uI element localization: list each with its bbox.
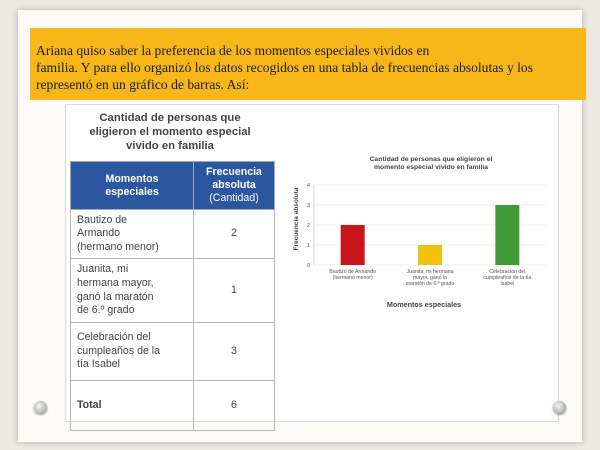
table-row: [71, 259, 275, 323]
row-value: 1: [194, 259, 275, 323]
chart-x-axis-label: Momentos especiales: [386, 300, 462, 309]
slide: [18, 10, 582, 442]
chart-x-tick-label: maratón de 6.º grado: [405, 281, 455, 287]
row-value: 2: [194, 210, 275, 259]
row-label: [71, 210, 194, 259]
row-label-line: hermana mayor,: [77, 276, 154, 289]
row-label: [71, 323, 194, 381]
chart-bar: [341, 225, 365, 265]
row-label-line: Celebración del: [77, 331, 151, 344]
table-title-line-3: vivido en familia: [126, 140, 214, 152]
chart-x-tick-label: Juanita, mi hermana: [406, 269, 454, 275]
chart-x-tick-label: Celebración del: [489, 269, 526, 275]
row-label: [71, 259, 194, 323]
header-momentos-line-1: Momentos: [105, 172, 159, 185]
chart-x-tick-label: mayor, ganó la: [412, 275, 448, 281]
table-total-row: [71, 381, 275, 431]
header-momentos: [71, 162, 194, 210]
row-label-line: Armando: [77, 227, 120, 240]
row-label-line: de 6.º grado: [77, 304, 135, 317]
chart-x-tick-label: cumpleaños de la tía: [483, 275, 532, 281]
table-title: [66, 111, 274, 153]
chart-y-tick-label: 0: [306, 263, 310, 269]
pin-icon-left: [34, 401, 47, 414]
chart-title-line-2: momento especial vivido en familia: [373, 164, 489, 171]
row-label-line: ganó la maratón: [77, 290, 154, 303]
chart-y-axis-label: Frecuencia absoluta: [293, 187, 300, 251]
pin-icon-right: [553, 401, 566, 414]
total-label: Total: [71, 381, 194, 431]
row-label-line: tía Isabel: [77, 358, 120, 371]
intro-banner: [30, 28, 586, 100]
table-row: [71, 323, 275, 381]
row-label-line: Juanita, mi: [77, 263, 129, 276]
table-title-line-1: Cantidad de personas que: [99, 112, 241, 124]
header-frecuencia-line-2: absoluta: [212, 179, 256, 191]
chart-x-tick-label: (hermano menor): [332, 275, 373, 281]
chart-x-tick-label: Bautizo de Armando: [329, 269, 377, 275]
header-momentos-line-2: especiales: [105, 185, 159, 198]
row-label-line: cumpleaños de la: [77, 344, 161, 357]
header-frecuencia-line-3: (Cantidad): [209, 192, 259, 204]
intro-line-2: familia. Y para ello organizó los datos recogidos en una tabla de frecuencias absolutas y los: [36, 60, 534, 75]
chart-y-tick-label: 3: [306, 203, 310, 209]
chart-title-line-1: Cantidad de personas que eligieron el: [369, 156, 493, 163]
chart-x-tick-label: Isabel: [500, 281, 515, 287]
frequency-table: [70, 161, 275, 431]
chart-y-tick-label: 4: [306, 183, 310, 189]
chart-bar: [418, 245, 442, 265]
chart-y-tick-label: 1: [306, 243, 310, 249]
total-value: 6: [194, 381, 275, 431]
chart-bar: [495, 205, 519, 265]
table-row: [71, 210, 275, 259]
bar-chart: [284, 149, 550, 319]
row-value: 3: [194, 323, 275, 381]
row-label-line: Bautizo de: [77, 213, 128, 226]
intro-line-3: representó en un gráfico de barras. Así:: [36, 77, 250, 92]
chart-y-tick-label: 2: [306, 223, 310, 229]
header-frecuencia: [194, 162, 275, 210]
content-image: [65, 104, 559, 422]
row-label-line: (hermano menor): [77, 240, 159, 253]
header-frecuencia-line-1: Frecuencia: [206, 166, 262, 178]
intro-line-1: Ariana quiso saber la preferencia de los momentos especiales vividos en: [36, 43, 430, 58]
table-title-line-2: eligieron el momento especial: [89, 126, 251, 138]
table-header-row: [71, 162, 275, 210]
